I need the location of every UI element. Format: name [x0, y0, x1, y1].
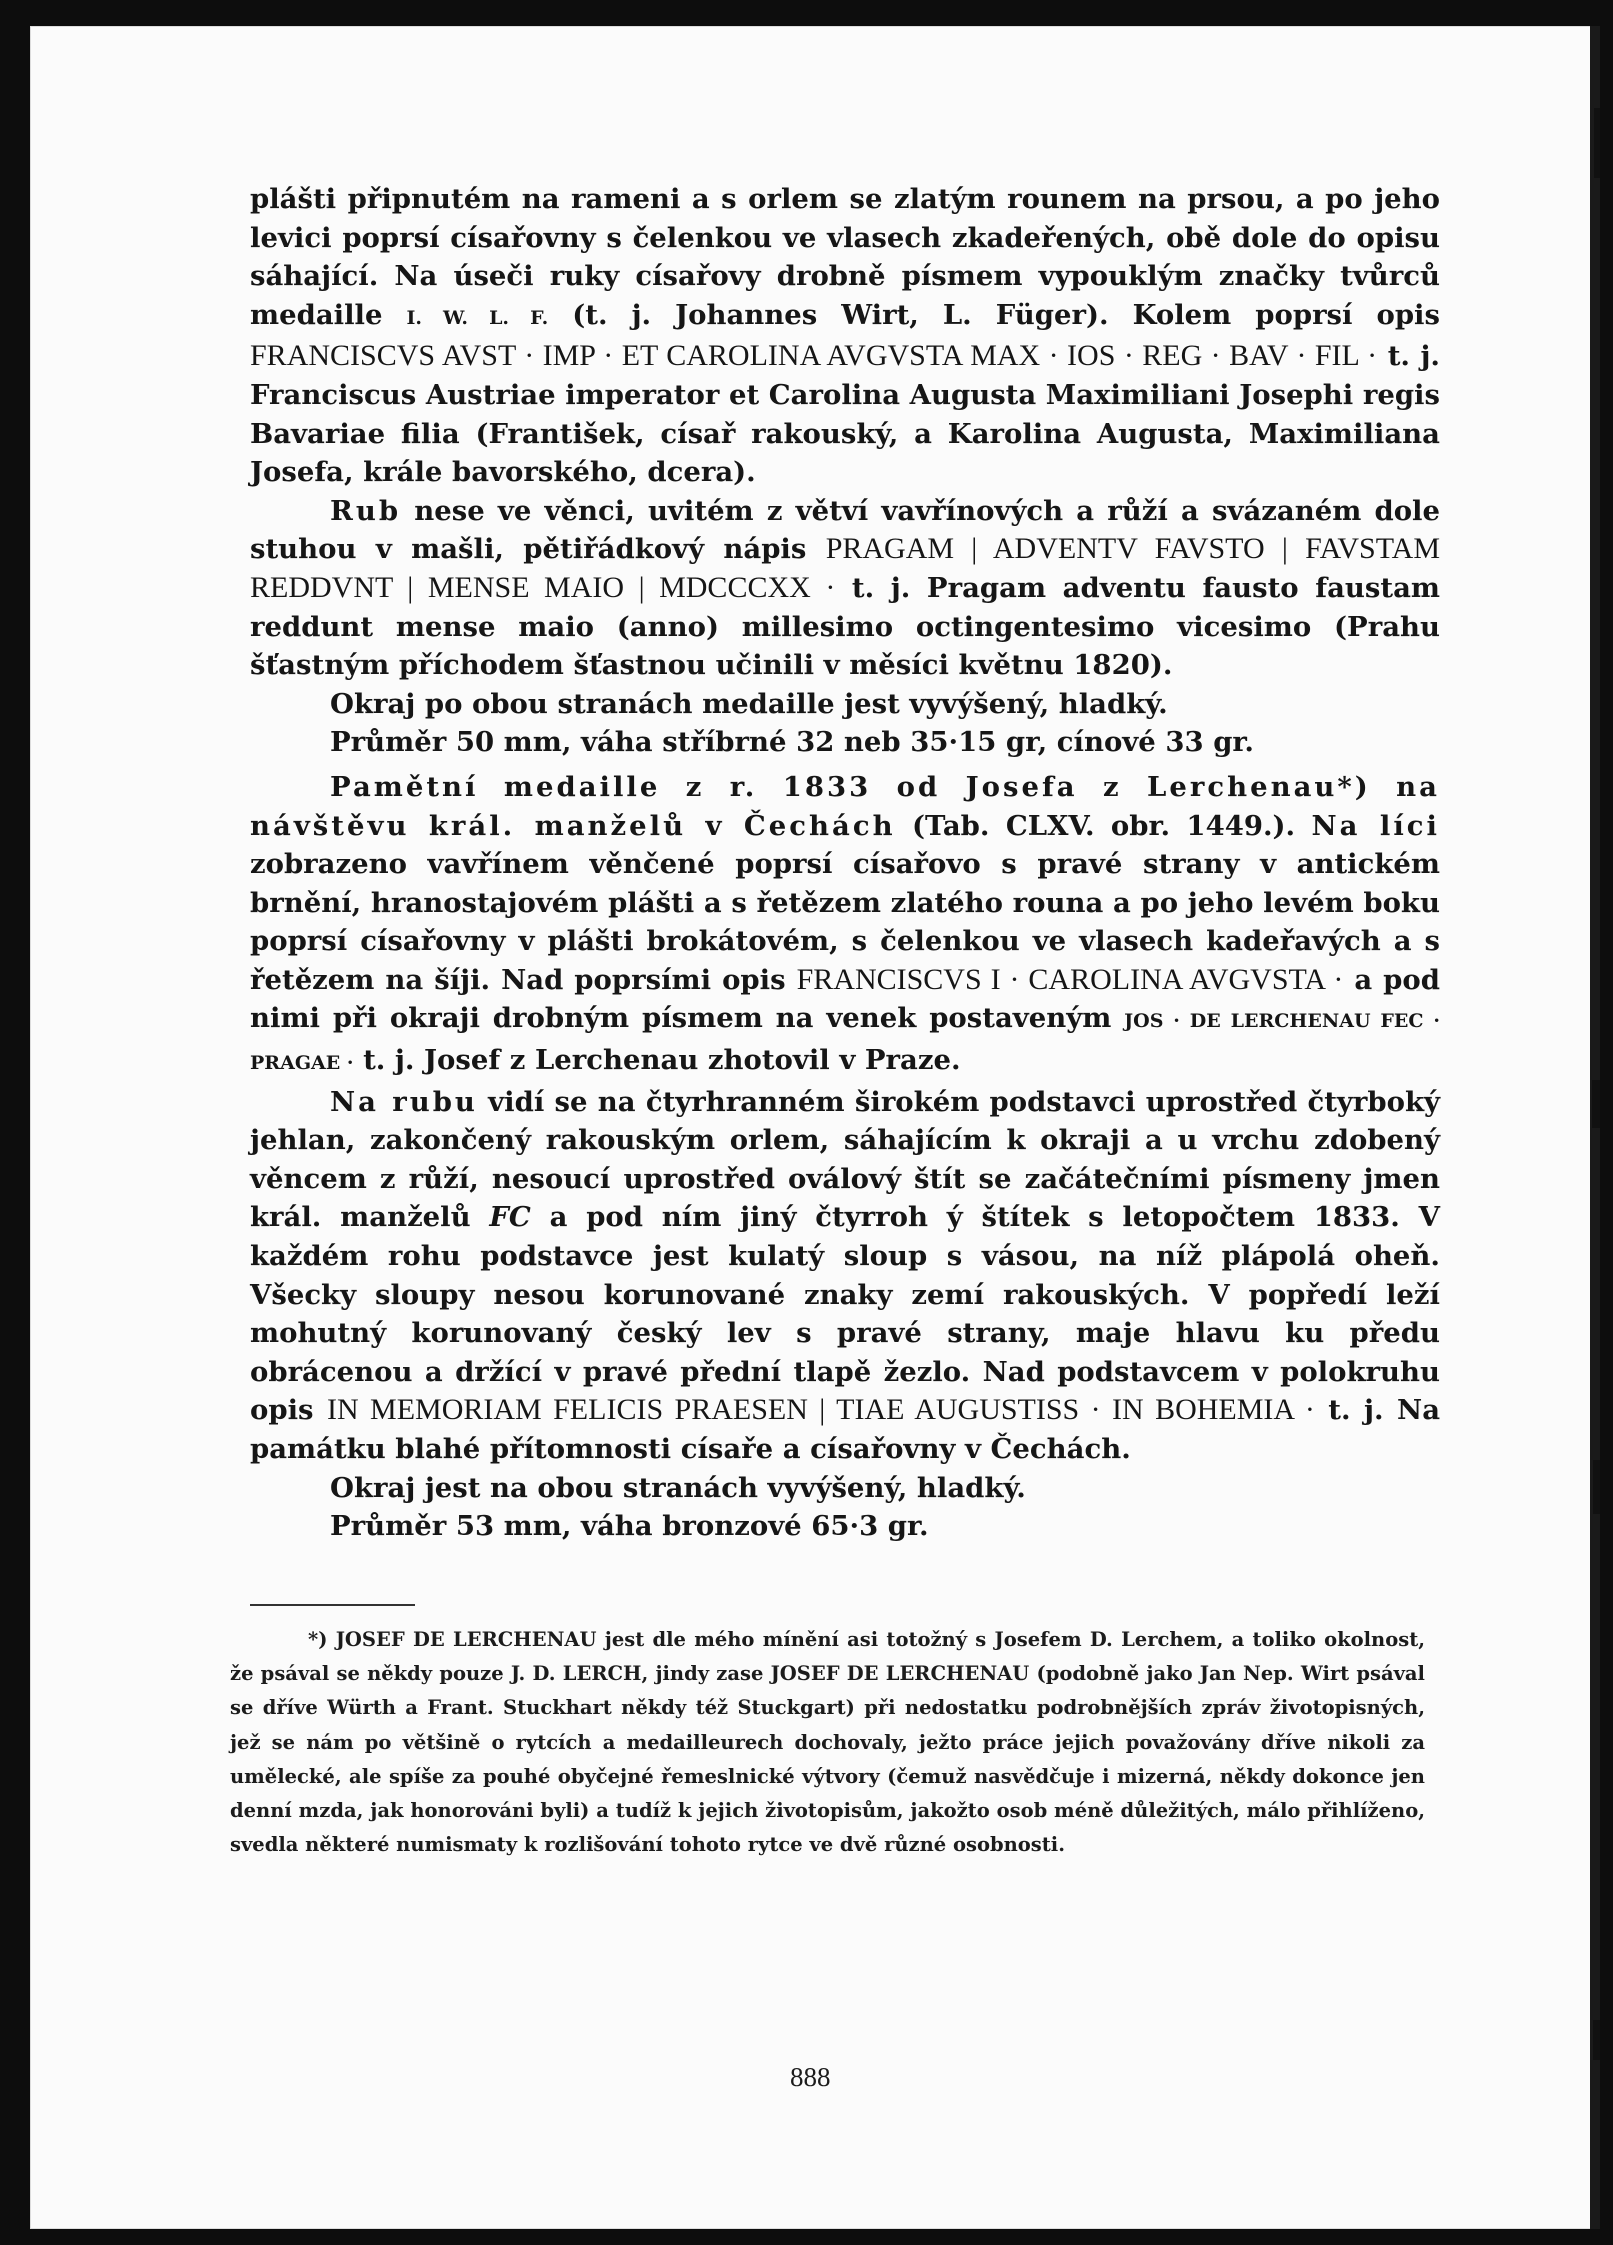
- text-run: (Tab. CLXV. obr. 1449.).: [895, 809, 1312, 842]
- text-run: t. j. Josef z Lerchenau zhotovil v Praze.: [353, 1044, 961, 1077]
- paragraph-reverse-desc: [250, 492, 1440, 685]
- text-run: jest dle mého mínění asi totožný s Josefem D. Lerchem, a toliko okolnost, že psával se někdy pouze: [230, 1628, 1425, 1686]
- scan-mark: [1593, 2020, 1600, 2060]
- scan-mark: [1592, 1080, 1600, 1128]
- medal-legend: FRANCISCVS I · CAROLINA AVGVSTA ·: [796, 962, 1344, 996]
- footnote-name: J. D. LERCH,: [510, 1662, 649, 1686]
- paragraph-edge-1833: Okraj jest na obou stranách vyvýšený, hladký.: [330, 1471, 1026, 1504]
- scan-mark: [1594, 108, 1600, 178]
- section-term: Rub: [330, 494, 402, 527]
- text-run: zobrazeno vavřínem věnčené poprsí císařovo s pravé strany v antickém brnění, hranostajovém plášti a s řetězem zlatého rouna a po jeho levém boku poprsí císařovny v plášti brokátovém, s čelenkou ve vlasech kadeřavých a s řetězem na šíji. Nad poprsími opis: [250, 848, 1440, 996]
- text-run: plášti připnutém na rameni a s orlem se zlatým rounem na prsou, a po jeho levici poprsí císařovny s čelenkou ve vlasech zkadeřených, obě dole do opisu sáhající. Na úseči ruky císařovy drobně písmem vypouklým značky tvůrců medaille: [250, 183, 1440, 331]
- artist-signature: JOS · DE LERCHENAU FEC · PRAGAE ·: [250, 1010, 1440, 1075]
- footnote-rule: [250, 1604, 415, 1606]
- paragraph-diameter-1833: Průměr 53 mm, váha bronzové 65·3 gr.: [330, 1510, 929, 1543]
- footnote-name: JOSEF DE LERCHENAU: [335, 1628, 597, 1651]
- paragraph-obverse-desc: [250, 180, 1440, 492]
- scan-mark: [1593, 1460, 1600, 1514]
- footnote-text: [230, 1623, 1425, 1862]
- paragraph-edge: Okraj po obou stranách medaille jest vyvýšený, hladký.: [330, 687, 1168, 720]
- footnote-mark: *): [308, 1628, 328, 1651]
- text-run: t. j. Na památku blahé přítomnosti císaře a císařovny v Čechách.: [250, 1394, 1441, 1465]
- section-term: Na líci: [1311, 809, 1440, 842]
- text-run: vidí se na čtyrhranném širokém podstavci uprostřed čtyrboký jehlan, zakončený rakouským orlem, sáhajícím k okraji a u vrchu zdobený věncem z růží, nesoucí uprostřed oválový štít se začátečními písmeny jmen král. manželů: [250, 1085, 1440, 1234]
- footnote: [230, 1623, 1425, 1862]
- text-run: t. j. Pragam adventu fausto faustam reddunt mense maio (anno) millesimo octingentesimo vicesimo (Prahu šťastným příchodem šťastnou učinili v měsíci květnu 1820).: [250, 571, 1440, 682]
- page-number: 888: [790, 2062, 831, 2092]
- text-run: (t. j. Johannes Wirt, L. Füger). Kolem poprsí opis: [548, 298, 1440, 331]
- text-run: (podobně jako Jan Nep. Wirt psával se dříve Würth a Frant. Stuckhart někdy též Stuckgart) při nedostatku podrobnějších zpráv životopisných, jež se nám po většině o rytcích a medailleurech dochovaly, ježto práce jejich považovány dříve nikoli za umělecké, ale spíše za pouhé obyčejné řemeslnické výtvory (čemuž nasvědčuje i mizerná, někdy dokonce jen denní mzda, jak honorováni byli) a tudíž k jejich životopisům, jakožto osob méně důležitých, málo přihlíženo, svedla některé numismaty k rozlišování tohoto rytce ve dvě různé osobnosti.: [230, 1662, 1425, 1857]
- paragraph-medal-1833: [250, 768, 1440, 1083]
- medal-legend: PRAGAM | ADVENTV FAVSTO | FAVSTAM REDDVNT | MENSE MAIO | MDCCCXX ·: [250, 532, 1440, 604]
- text-run: a pod nimi při okraji drobným písmem na venek postaveným: [250, 963, 1440, 1035]
- paragraph-reverse-1833: [250, 1083, 1440, 1469]
- body-text: [250, 180, 1440, 1546]
- footnote-name: JOSEF DE LERCHENAU: [770, 1662, 1030, 1686]
- medal-title: Pamětní medaille z r. 1833 od Josefa z Lerchenau*) na návštěvu král. manželů v Čechách: [250, 770, 1440, 842]
- text-run: a pod ním jiný čtyrroh ý štítek s letopočtem 1833. V každém rohu podstavce jest kulatý sloup s vásou, na níž plápolá oheň. Všecky sloupy nesou korunované znaky zemí rakouských. V popředí leží mohutný korunovaný český lev s pravé strany, maje hlavu ku předu obrácenou a držící v pravé přední tlapě žezlo. Nad podstavcem v polokruhu opis: [250, 1201, 1440, 1427]
- text-run: t. j. Franciscus Austriae imperator et Carolina Augusta Maximiliani Josephi regis Bavariae filia (František, císař rakouský, a Karolina Augusta, Maximiliana Josefa, krále bavorského, dcera).: [250, 340, 1440, 489]
- artist-signature: I. W. L. F.: [406, 306, 549, 329]
- medal-legend: FRANCISCVS AVST · IMP · ET CAROLINA AVGVSTA MAX · IOS · REG · BAV · FIL ·: [250, 339, 1378, 373]
- monogram: FC: [489, 1201, 531, 1234]
- paragraph-diameter: Průměr 50 mm, váha stříbrné 32 neb 35·15 gr, cínové 33 gr.: [330, 726, 1254, 759]
- section-term: Na rubu: [330, 1085, 478, 1118]
- medal-legend: IN MEMORIAM FELICIS PRAESEN | TIAE AUGUSTISS · IN BOHEMIA ·: [326, 1393, 1315, 1427]
- text-run: jindy zase: [648, 1662, 771, 1686]
- text-run: nese ve věnci, uvitém z větví vavřínových a růží a svázaném dole stuhou v mašli, pětiřádkový nápis: [250, 494, 1440, 566]
